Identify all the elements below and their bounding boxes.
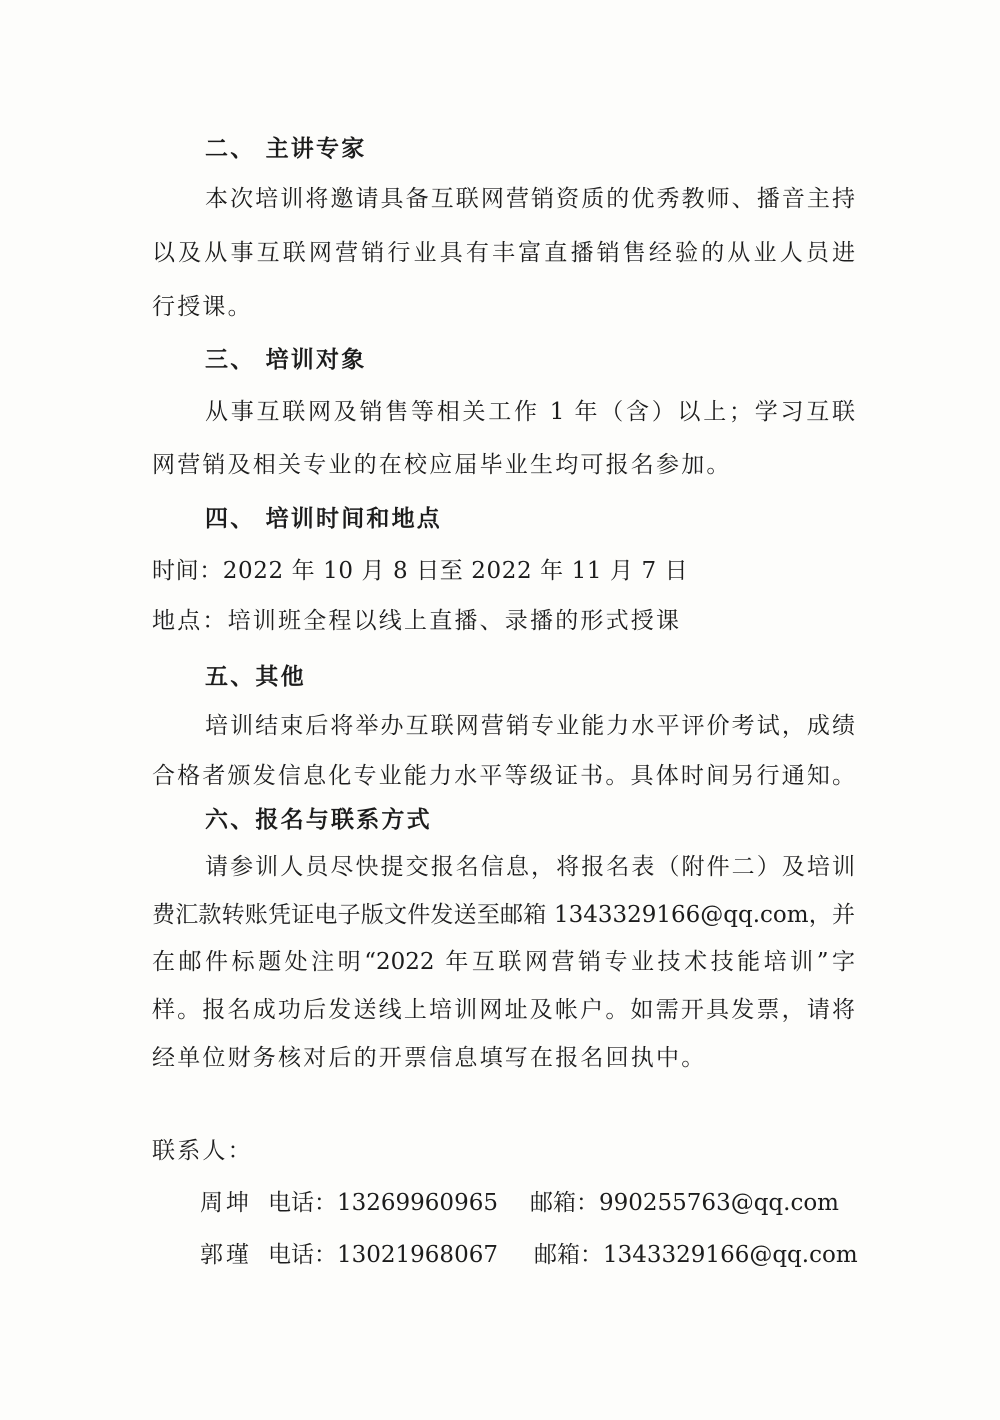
section-heading-registration: 六、报名与联系方式 bbox=[205, 807, 432, 833]
contact-phone: 电话：13269960965 bbox=[268, 1190, 498, 1216]
training-place: 地点：培训班全程以线上直播、录播的形式授课 bbox=[152, 608, 682, 634]
contact-email: 邮箱：1343329166@qq.com bbox=[534, 1242, 858, 1268]
paragraph-line: 行授课。 bbox=[152, 294, 253, 320]
section-heading-audience: 三、 培训对象 bbox=[205, 347, 367, 373]
section-heading-time-place: 四、 培训时间和地点 bbox=[205, 506, 443, 532]
paragraph-line: 本次培训将邀请具备互联网营销资质的优秀教师、播音主持 bbox=[205, 186, 855, 212]
contact-name: 周坤 bbox=[200, 1190, 252, 1216]
paragraph-line: 合格者颁发信息化专业能力水平等级证书。具体时间另行通知。 bbox=[152, 763, 855, 789]
paragraph-line: 网营销及相关专业的在校应届毕业生均可报名参加。 bbox=[152, 452, 732, 478]
training-time: 时间：2022 年 10 月 8 日至 2022 年 11 月 7 日 bbox=[152, 558, 689, 584]
paragraph-line: 请参训人员尽快提交报名信息，将报名表（附件二）及培训 bbox=[205, 854, 855, 880]
paragraph-line: 经单位财务核对后的开票信息填写在报名回执中。 bbox=[152, 1045, 707, 1071]
contact-email: 邮箱：990255763@qq.com bbox=[530, 1190, 839, 1216]
paragraph-line: 在邮件标题处注明“2022 年互联网营销专业技术技能培训”字 bbox=[152, 949, 855, 975]
paragraph-line: 费汇款转账凭证电子版文件发送至邮箱 1343329166@qq.com，并 bbox=[152, 902, 855, 928]
contacts-label: 联系人： bbox=[152, 1138, 253, 1164]
contact-phone: 电话：13021968067 bbox=[268, 1242, 498, 1268]
section-heading-experts: 二、 主讲专家 bbox=[205, 136, 367, 162]
contact-name: 郭瑾 bbox=[200, 1242, 252, 1268]
paragraph-line: 以及从事互联网营销行业具有丰富直播销售经验的从业人员进 bbox=[152, 240, 855, 266]
paragraph-line: 培训结束后将举办互联网营销专业能力水平评价考试，成绩 bbox=[205, 713, 855, 739]
paragraph-line: 样。报名成功后发送线上培训网址及帐户。如需开具发票，请将 bbox=[152, 997, 855, 1023]
section-heading-other: 五、其他 bbox=[205, 664, 306, 690]
paragraph-line: 从事互联网及销售等相关工作 1 年（含）以上；学习互联 bbox=[205, 399, 855, 425]
